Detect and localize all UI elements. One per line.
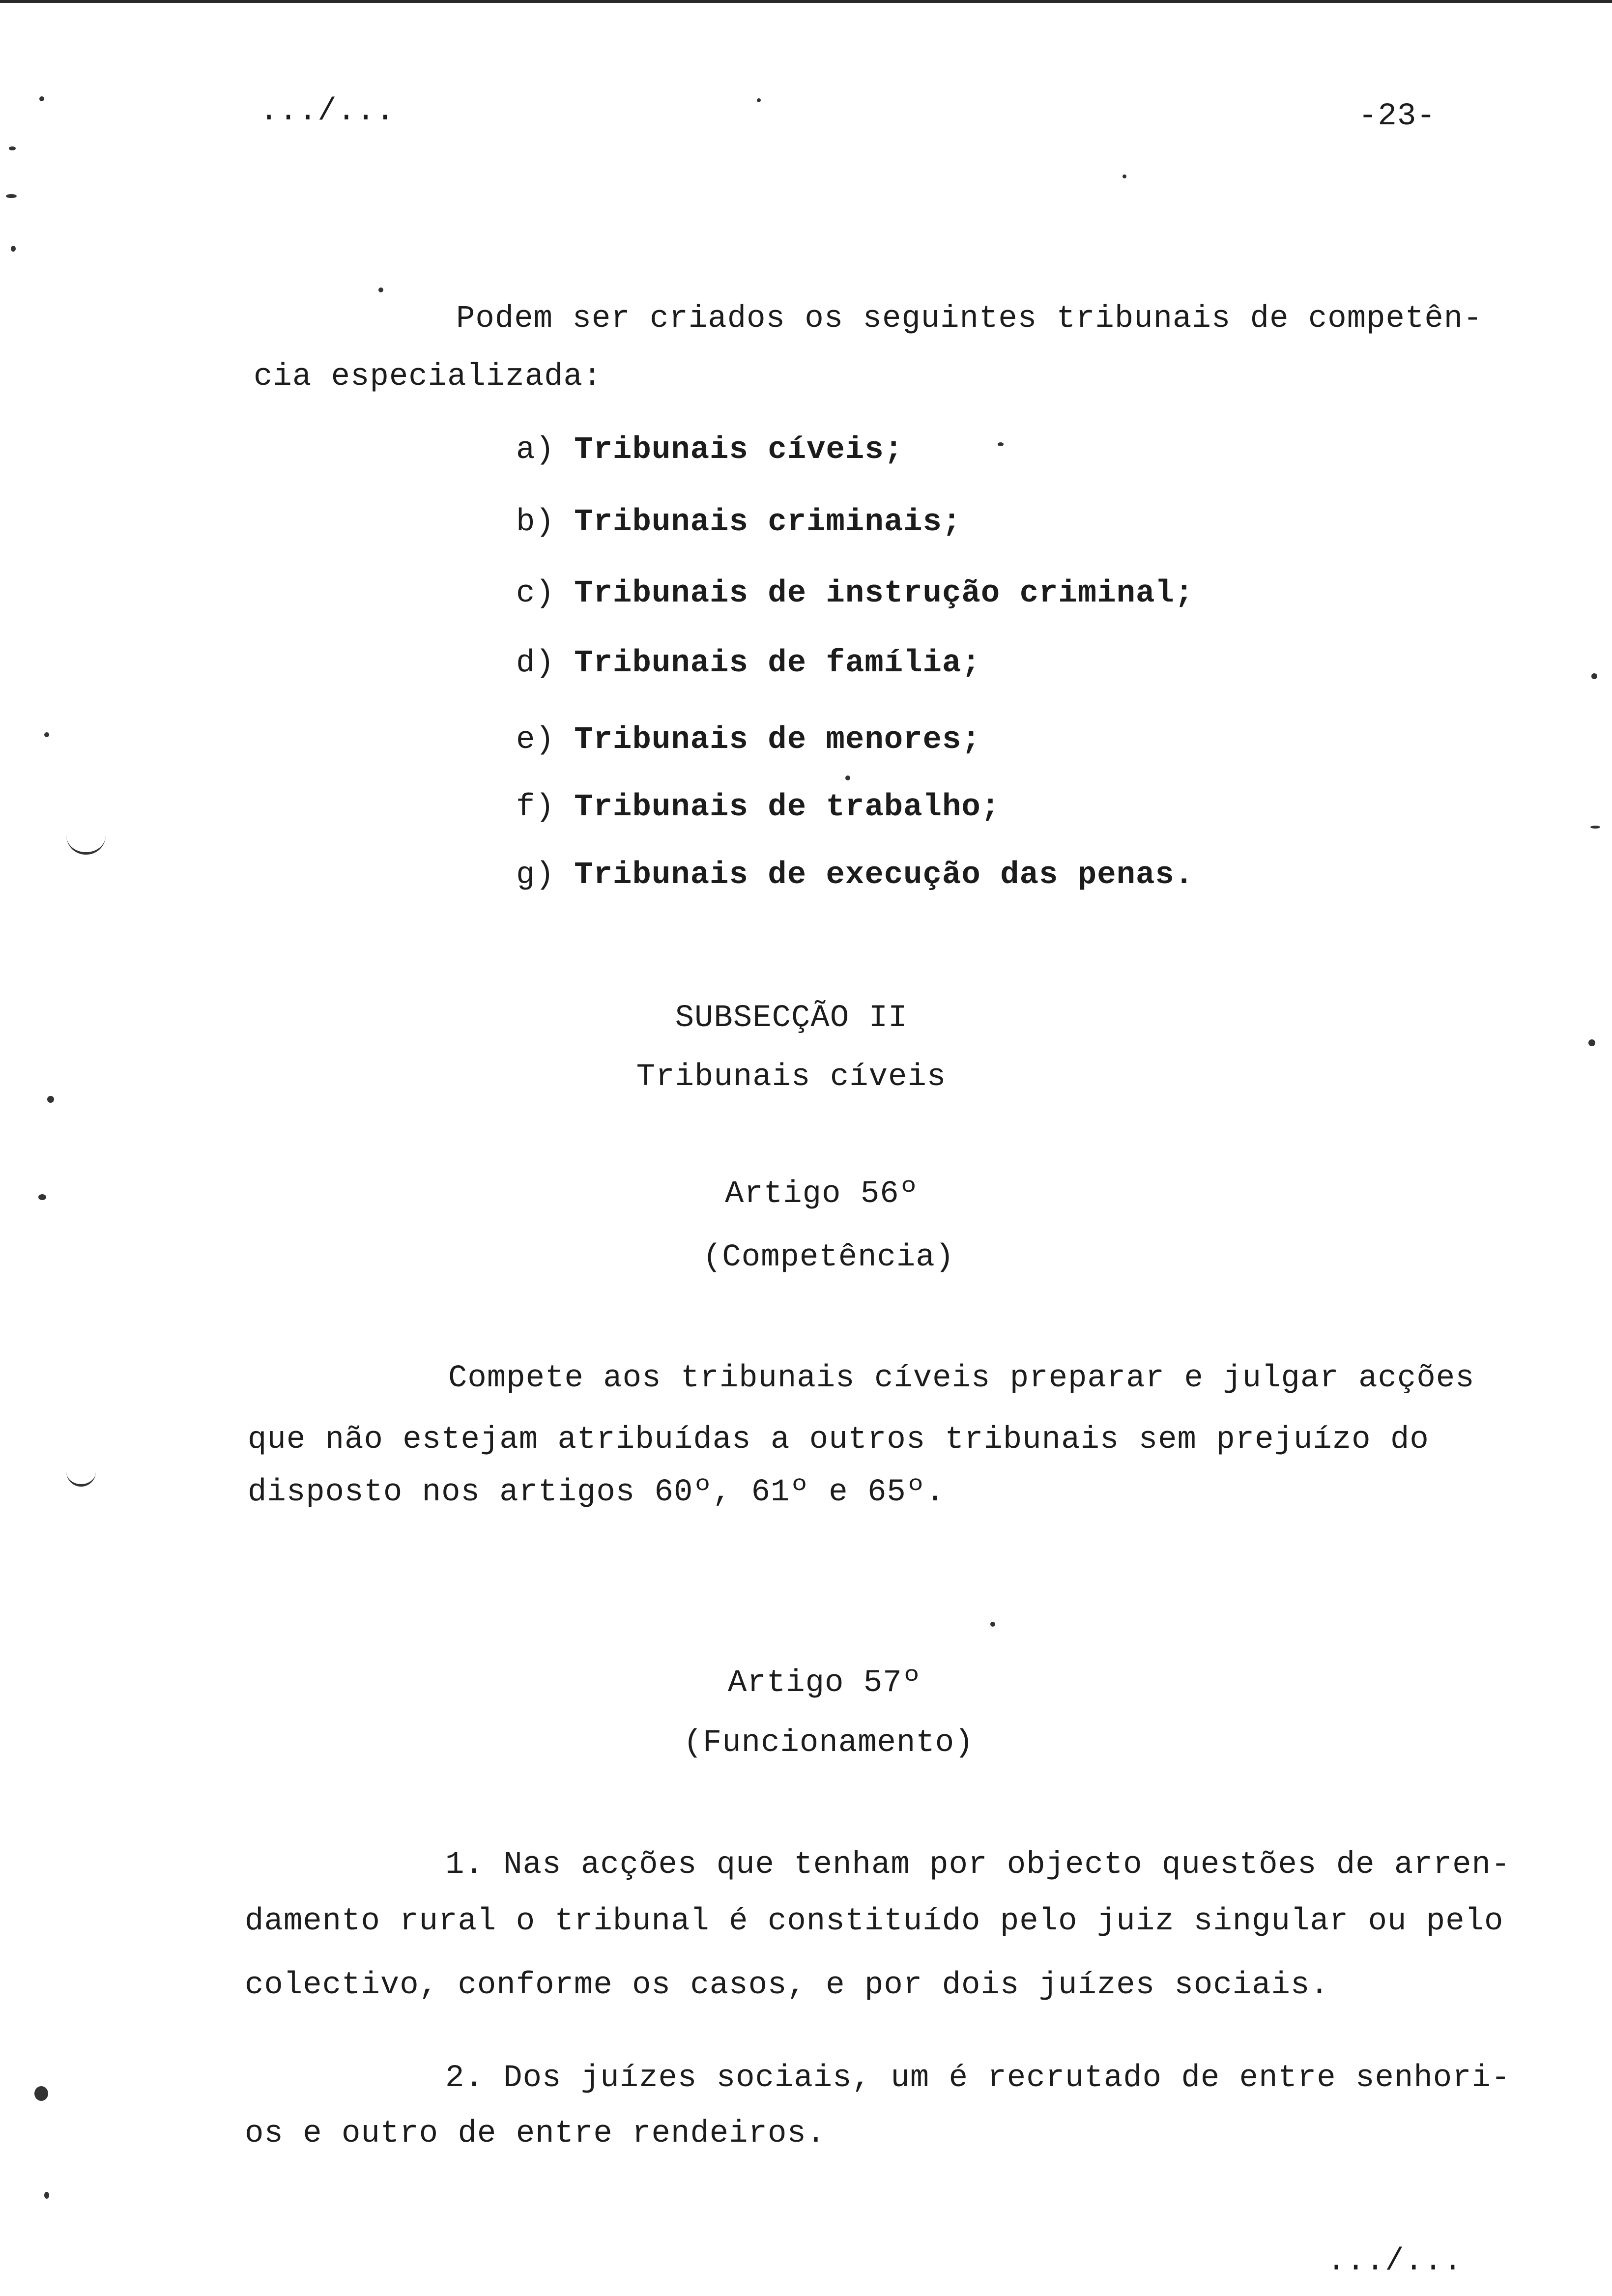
article-57-para-2-line-2: os e outro de entre rendeiros. [245,2116,826,2152]
list-item-text: Tribunais de menores; [574,722,981,758]
list-item [516,646,981,681]
scan-speck [845,775,850,780]
article-56-subtitle: (Competência) [702,1240,955,1275]
scan-speck [998,442,1004,446]
continuation-bottom: .../... [1327,2244,1463,2279]
scan-speck [990,1622,995,1627]
page-number: -23- [1358,99,1436,134]
list-item-letter: d) [516,646,555,681]
list-item-letter: e) [516,722,555,758]
scan-speck [11,246,16,252]
list-item-text: Tribunais cíveis; [574,432,904,468]
scan-speck [9,146,16,150]
scan-speck [378,287,383,292]
scan-speck [38,1194,46,1200]
article-57-para-1-line-2: damento rural o tribunal é constituído pelo juiz singular ou pelo [245,1904,1504,1939]
list-item [516,722,981,758]
continuation-top: .../... [259,94,395,129]
list-item [516,576,1194,611]
scan-speck [1591,673,1597,679]
list-item-letter: f) [516,790,555,825]
list-item-text: Tribunais de família; [574,646,981,681]
scan-speck [1123,174,1126,178]
article-57-para-1-line-1: 1. Nas acções que tenham por objecto questões de arren- [445,1847,1511,1883]
list-item-letter: c) [516,576,555,611]
scan-mark [66,1469,96,1487]
scan-speck [44,2192,49,2199]
article-56-line-2: que não estejam atribuídas a outros tribunais sem prejuízo do [248,1422,1429,1458]
list-item-text: Tribunais criminais; [574,505,962,540]
scan-speck [34,2086,48,2101]
list-item-text: Tribunais de instrução criminal; [574,576,1194,611]
top-rule [0,0,1612,3]
list-item-letter: b) [516,505,555,540]
article-57-para-1-line-3: colectivo, conforme os casos, e por dois juízes sociais. [245,1968,1329,2003]
article-57-heading: Artigo 57º [727,1665,922,1701]
article-57-para-2-line-1: 2. Dos juízes sociais, um é recrutado de entre senhori- [445,2061,1511,2096]
list-item [516,858,1194,893]
intro-line-1: Podem ser criados os seguintes tribunais de competên- [456,301,1483,337]
article-56-heading: Artigo 56º [724,1177,919,1212]
list-item-text: Tribunais de execução das penas. [574,858,1194,893]
scan-speck [39,96,44,101]
scan-speck [47,1096,54,1103]
article-57-subtitle: (Funcionamento) [683,1725,974,1761]
list-item [516,432,903,468]
list-item [516,790,1000,825]
article-56-line-1: Compete aos tribunais cíveis preparar e julgar acções [448,1361,1475,1396]
scan-speck [1588,1039,1595,1046]
intro-line-2: cia especializada: [254,359,603,395]
article-56-line-3: disposto nos artigos 60º, 61º e 65º. [248,1475,945,1510]
scan-speck [44,732,49,737]
list-item [516,505,961,540]
subsection-title: Tribunais cíveis [636,1060,947,1095]
scan-speck [1590,826,1600,829]
list-item-letter: a) [516,432,555,468]
scan-speck [6,194,17,198]
list-item-text: Tribunais de trabalho; [574,790,1001,825]
scan-speck [757,98,761,102]
scan-mark [66,835,106,855]
subsection-heading: SUBSECÇÃO II [675,1001,908,1036]
list-item-letter: g) [516,858,555,893]
